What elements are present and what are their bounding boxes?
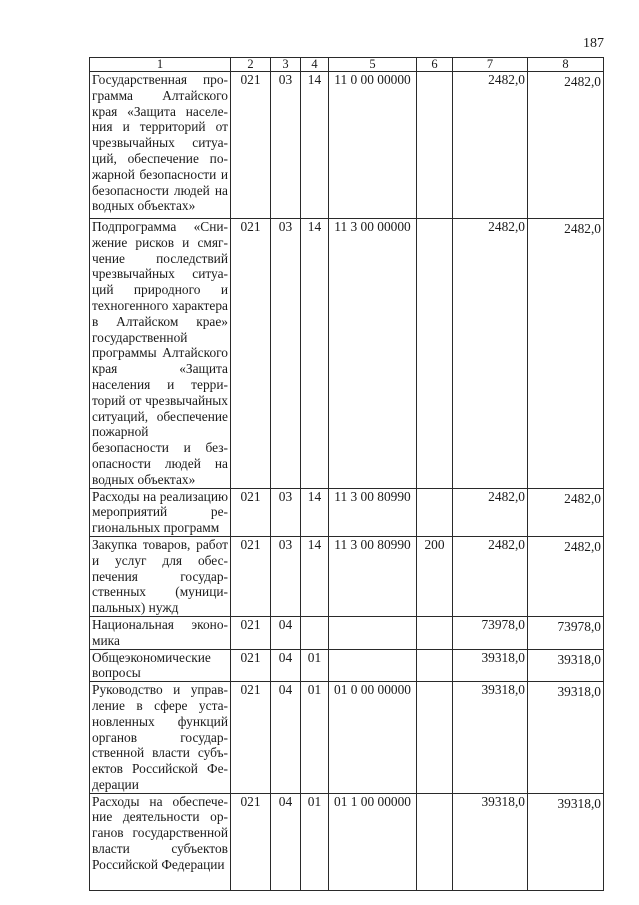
cell-target-article: 11 3 00 80990: [329, 536, 417, 616]
cell-amount-8: 2482,0: [528, 488, 604, 536]
row-name: Руководство и управление в сфере установленных функций органов государственной власти субъектов Российской Федерации: [90, 682, 231, 794]
cell-amount-8: 2482,0: [528, 536, 604, 616]
cell-expense-type: [417, 488, 453, 536]
cell-section: 03: [271, 536, 301, 616]
cell-ministry-code: 021: [231, 616, 271, 649]
cell-ministry-code: 021: [231, 682, 271, 794]
cell-expense-type: [417, 616, 453, 649]
table-row: [90, 72, 604, 219]
cell-amount-8: 2482,0: [528, 72, 604, 219]
cell-section: 04: [271, 649, 301, 682]
cell-expense-type: [417, 682, 453, 794]
table-row: [90, 488, 604, 536]
cell-target-article: [329, 649, 417, 682]
cell-ministry-code: 021: [231, 219, 271, 489]
cell-ministry-code: 021: [231, 536, 271, 616]
cell-target-article: 11 3 00 80990: [329, 488, 417, 536]
cell-ministry-code: 021: [231, 793, 271, 890]
cell-subsection: 14: [301, 72, 329, 219]
table-row: [90, 536, 604, 616]
row-name: Государственная программа Алтайского края «Защита населения и территорий от чрезвычайных ситуаций, обеспечение пожарной безопасности и безопасности людей на водных объектах»: [90, 72, 231, 219]
header-col-5: 5: [329, 58, 417, 72]
cell-amount-8: 39318,0: [528, 649, 604, 682]
cell-subsection: 14: [301, 488, 329, 536]
header-col-7: 7: [453, 58, 528, 72]
cell-target-article: 11 3 00 00000: [329, 219, 417, 489]
cell-expense-type: 200: [417, 536, 453, 616]
cell-amount-7: 2482,0: [453, 219, 528, 489]
cell-expense-type: [417, 219, 453, 489]
cell-amount-8: 39318,0: [528, 793, 604, 890]
cell-expense-type: [417, 72, 453, 219]
row-name: Расходы на реализацию мероприятий региональных программ: [90, 488, 231, 536]
cell-subsection: 01: [301, 682, 329, 794]
cell-subsection: 14: [301, 536, 329, 616]
header-col-6: 6: [417, 58, 453, 72]
cell-amount-7: 39318,0: [453, 682, 528, 794]
cell-amount-8: 73978,0: [528, 616, 604, 649]
page-number: 187: [583, 36, 604, 51]
cell-amount-7: 39318,0: [453, 793, 528, 890]
header-col-8: 8: [528, 58, 604, 72]
cell-amount-7: 2482,0: [453, 488, 528, 536]
table-row: [90, 616, 604, 649]
table-row: [90, 682, 604, 794]
cell-subsection: 01: [301, 649, 329, 682]
cell-section: 03: [271, 488, 301, 536]
row-name: Расходы на обеспечение деятельности органов государственной власти субъектов Российской Федерации: [90, 793, 231, 890]
row-name: Общеэкономические вопросы: [90, 649, 231, 682]
cell-target-article: 01 1 00 00000: [329, 793, 417, 890]
cell-ministry-code: 021: [231, 488, 271, 536]
row-name: Национальная экономика: [90, 616, 231, 649]
cell-subsection: 14: [301, 219, 329, 489]
cell-amount-7: 2482,0: [453, 72, 528, 219]
header-row: [90, 58, 604, 72]
cell-subsection: 01: [301, 793, 329, 890]
budget-table: [89, 57, 604, 891]
cell-amount-8: 39318,0: [528, 682, 604, 794]
header-col-3: 3: [271, 58, 301, 72]
cell-section: 04: [271, 793, 301, 890]
table-row: [90, 219, 604, 489]
table-row: [90, 649, 604, 682]
cell-amount-7: 2482,0: [453, 536, 528, 616]
cell-subsection: [301, 616, 329, 649]
cell-ministry-code: 021: [231, 72, 271, 219]
cell-amount-7: 39318,0: [453, 649, 528, 682]
header-col-1: 1: [90, 58, 231, 72]
cell-target-article: 11 0 00 00000: [329, 72, 417, 219]
cell-section: 04: [271, 682, 301, 794]
cell-target-article: [329, 616, 417, 649]
cell-section: 03: [271, 72, 301, 219]
cell-amount-8: 2482,0: [528, 219, 604, 489]
cell-section: 04: [271, 616, 301, 649]
header-col-2: 2: [231, 58, 271, 72]
cell-expense-type: [417, 649, 453, 682]
header-col-4: 4: [301, 58, 329, 72]
row-name: Подпрограмма «Снижение рисков и смягчение последствий чрезвычайных ситуаций природного и техногенного характера в Алтайском крае» государственной программы Алтайского края «Защита населения и территорий от чрезвычайных ситуаций, обеспечение пожарной безопасности и безопасности людей на водных объектах»: [90, 219, 231, 489]
cell-ministry-code: 021: [231, 649, 271, 682]
cell-amount-7: 73978,0: [453, 616, 528, 649]
row-name: Закупка товаров, работ и услуг для обеспечения государственных (муниципальных) нужд: [90, 536, 231, 616]
cell-section: 03: [271, 219, 301, 489]
cell-target-article: 01 0 00 00000: [329, 682, 417, 794]
cell-expense-type: [417, 793, 453, 890]
table-row: [90, 793, 604, 890]
